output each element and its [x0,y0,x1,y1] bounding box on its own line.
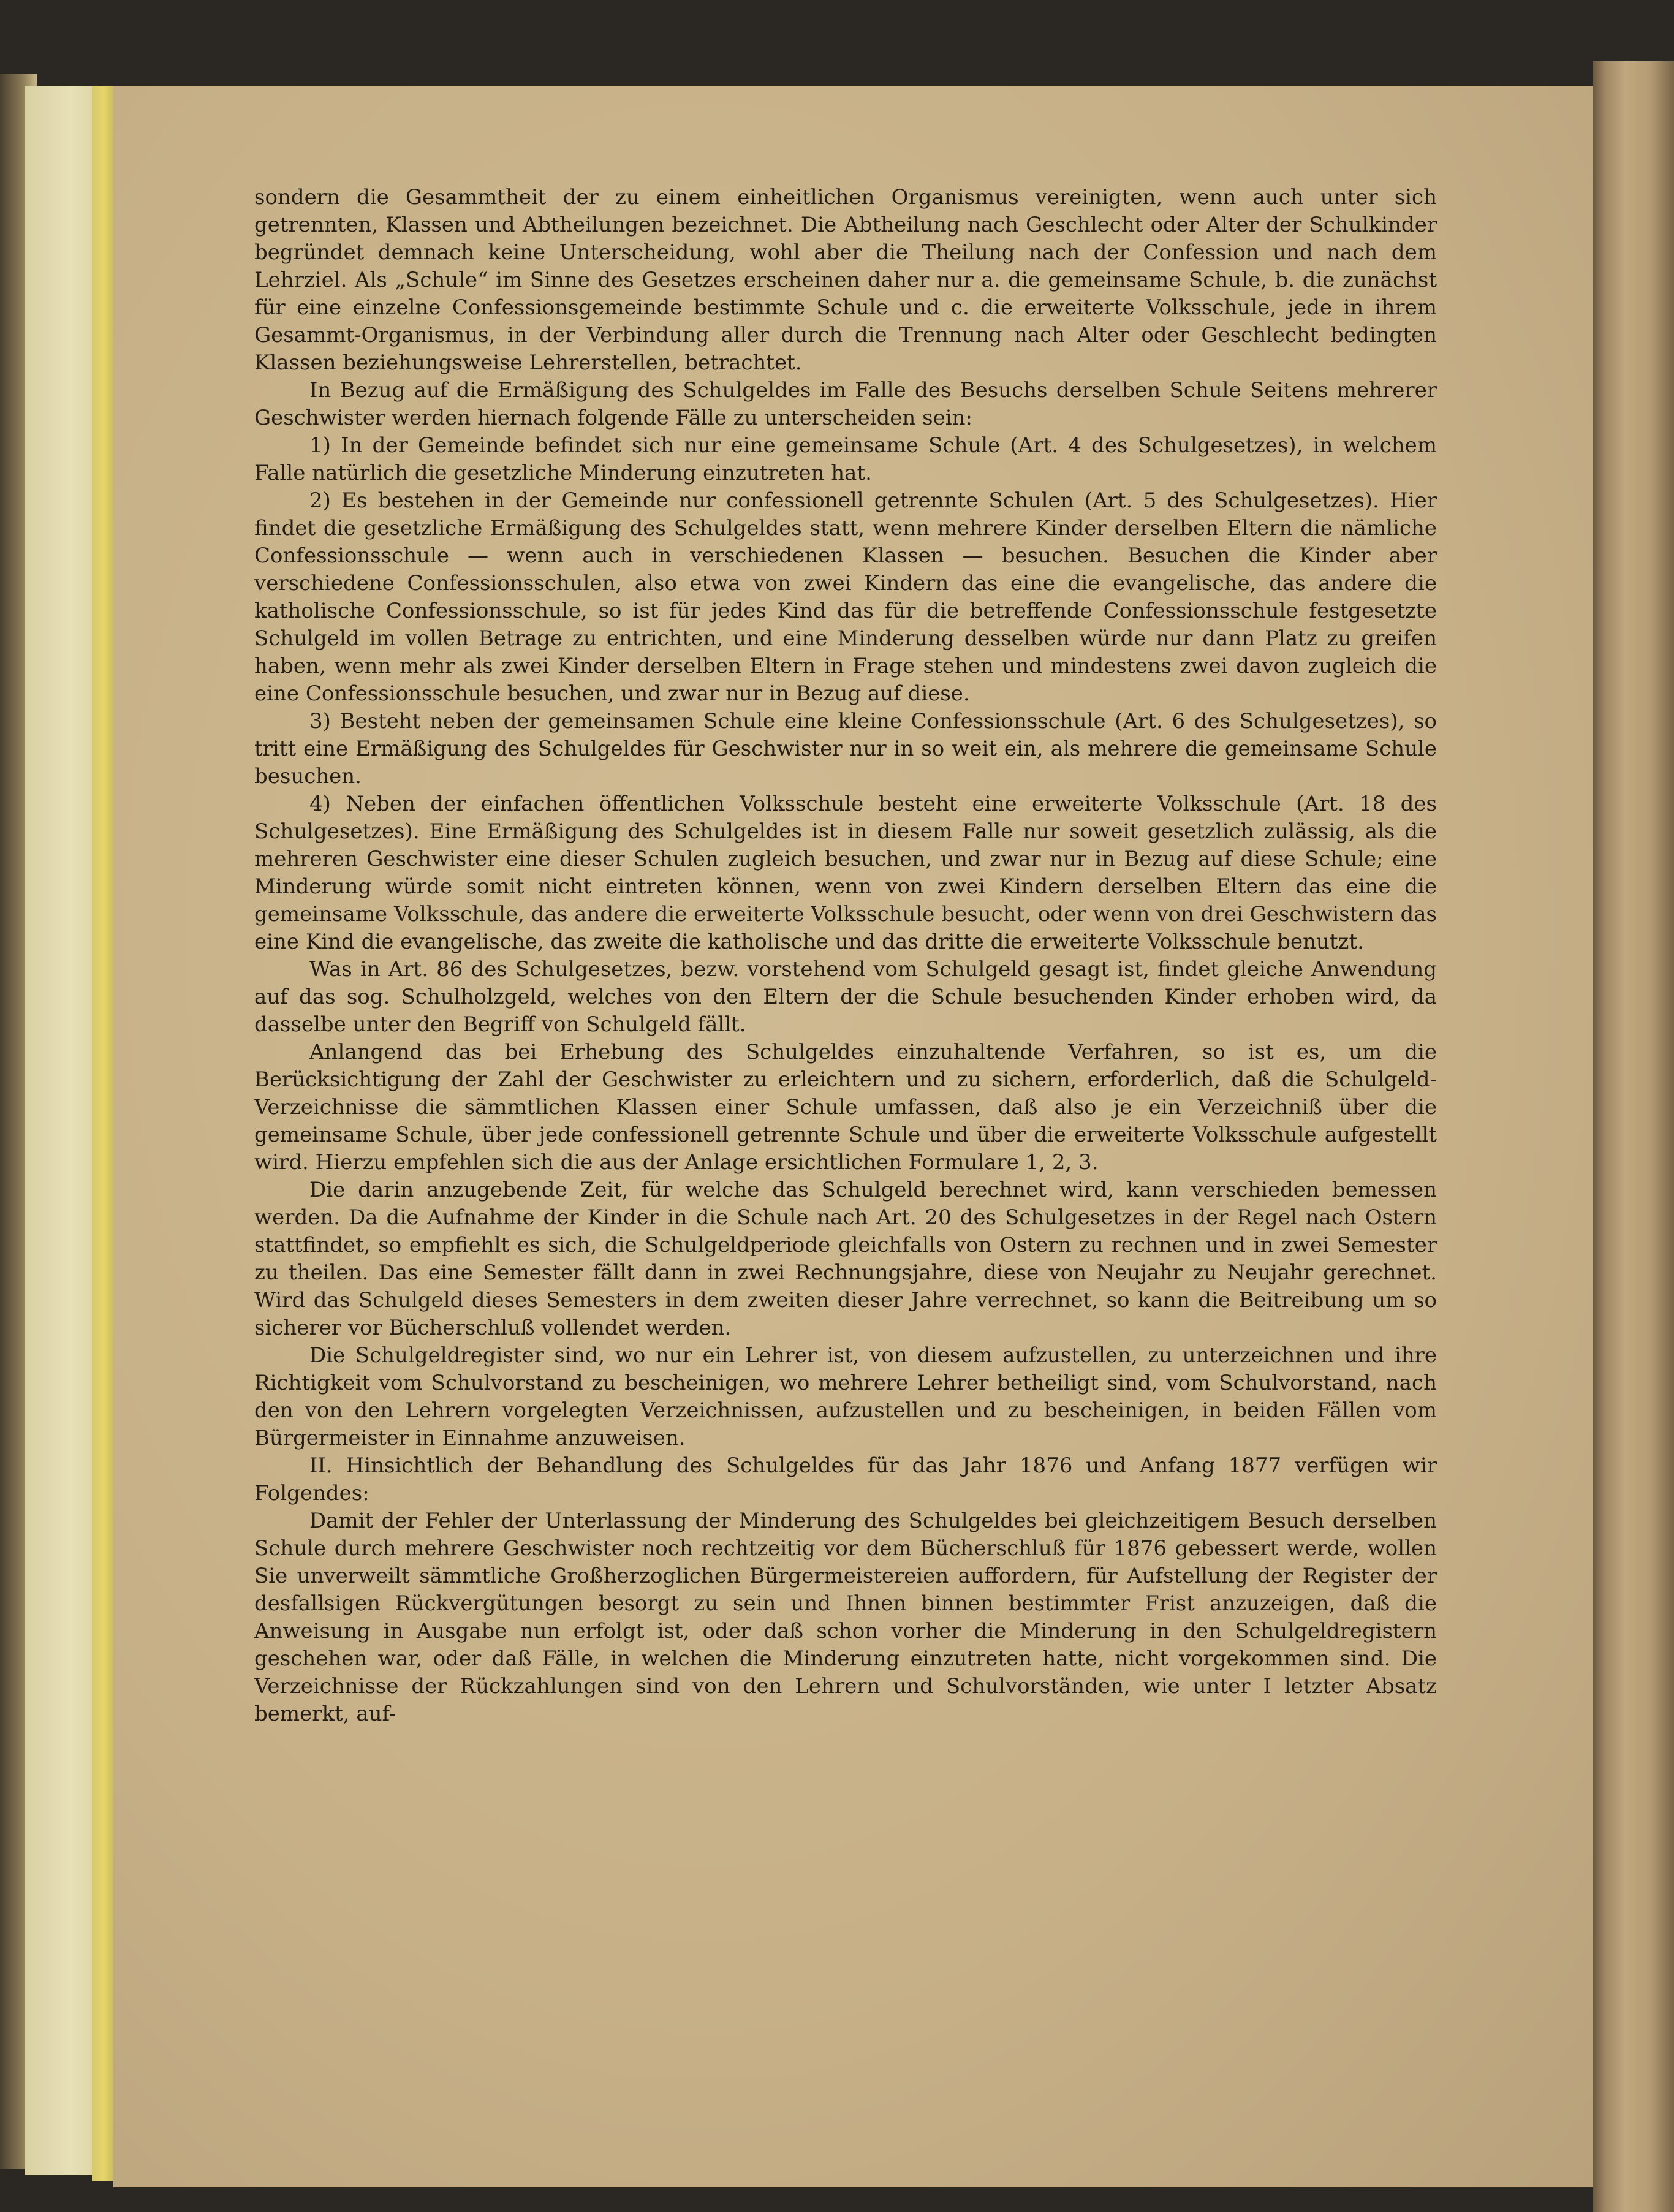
paragraph: 2) Es bestehen in der Gemeinde nur confessionell getrennte Schulen (Art. 5 des Schulgesetzes). Hier findet die gesetzliche Ermäßigung des Schulgeldes statt, wenn mehrere Kinder derselben Eltern die nämliche Confessionsschule — wenn auch in verschiedenen Klassen — besuchen. Besuchen die Kinder aber verschiedene Confessionsschulen, also etwa von zwei Kindern das eine die evangelische, das andere die katholische Confessionsschule, so ist für jedes Kind das für die betreffende Confessionsschule festgesetzte Schulgeld im vollen Betrage zu entrichten, und eine Minderung desselben würde nur dann Platz zu greifen haben, wenn mehr als zwei Kinder derselben Eltern in Frage stehen und mindestens zwei davon zugleich die eine Confessionsschule besuchen, und zwar nur in Bezug auf diese. [254,488,1437,706]
paragraph: 1) In der Gemeinde befindet sich nur eine gemeinsame Schule (Art. 4 des Schulgesetzes), in welchem Falle natürlich die gesetzliche Minderung einzutreten hat. [254,433,1437,485]
paragraph: Was in Art. 86 des Schulgesetzes, bezw. vorstehend vom Schulgeld gesagt ist, findet gleiche Anwendung auf das sog. Schulholzgeld, welches von den Eltern der die Schule besuchenden Kinder erhoben wird, da dasselbe unter den Begriff von Schulgeld fällt. [254,957,1437,1037]
paragraph: In Bezug auf die Ermäßigung des Schulgeldes im Falle des Besuchs derselben Schule Seitens mehrerer Geschwister werden hiernach folgende Fälle zu unterscheiden sein: [254,378,1437,430]
page-edge-right [1593,61,1674,2212]
paragraph: Damit der Fehler der Unterlassung der Minderung des Schulgeldes bei gleichzeitigem Besuch derselben Schule durch mehrere Geschwister noch rechtzeitig vor dem Bücherschluß für 1876 gebessert werde, wollen Sie unverweilt sämmtliche Großherzoglichen Bürgermeistereien auffordern, für Aufstellung der Register der desfallsigen Rückvergütungen besorgt zu sein und Ihnen binnen bestimmter Frist anzuzeigen, daß die Anweisung in Ausgabe nun erfolgt ist, oder daß schon vorher die Minderung in den Schulgeldregistern geschehen war, oder daß Fälle, in welchen die Minderung einzutreten hatte, nicht vorgekommen sind. Die Verzeichnisse der Rückzahlungen sind von den Lehrern und Schulvorständen, wie unter I letzter Absatz bemerkt, auf- [254,1509,1437,1726]
paragraph: 4) Neben der einfachen öffentlichen Volksschule besteht eine erweiterte Volksschule (Art. 18 des Schulgesetzes). Eine Ermäßigung des Schulgeldes ist in diesem Falle nur soweit gesetzlich zulässig, als die mehreren Geschwister eine dieser Schulen zugleich besuchen, und zwar nur in Bezug auf diese Schule; eine Minderung würde somit nicht eintreten können, wenn von zwei Kindern derselben Eltern das eine die gemeinsame Volksschule, das andere die erweiterte Volksschule besucht, oder wenn von drei Geschwistern das eine Kind die evangelische, das zweite die katholische und das dritte die erweiterte Volksschule benutzt. [254,792,1437,954]
paragraph: II. Hinsichtlich der Behandlung des Schulgeldes für das Jahr 1876 und Anfang 1877 verfügen wir Folgendes: [254,1453,1437,1506]
paragraph: Anlangend das bei Erhebung des Schulgeldes einzuhaltende Verfahren, so ist es, um die Berücksichtigung der Zahl der Geschwister zu erleichtern und zu sichern, erforderlich, daß die Schulgeld-Verzeichnisse die sämmtlichen Klassen einer Schule umfassen, daß also je ein Verzeichniß über die gemeinsame Schule, über jede confessionell getrennte Schule und über die erweiterte Volksschule aufgestellt wird. Hierzu empfehlen sich die aus der Anlage ersichtlichen Formulare 1, 2, 3. [254,1040,1437,1175]
paragraph: Die darin anzugebende Zeit, für welche das Schulgeld berechnet wird, kann verschieden bemessen werden. Da die Aufnahme der Kinder in die Schule nach Art. 20 des Schulgesetzes in der Regel nach Ostern stattfindet, so empfiehlt es sich, die Schulgeldperiode gleichfalls von Ostern zu rechnen und in zwei Semester zu theilen. Das eine Semester fällt dann in zwei Rechnungsjahre, diese von Neujahr zu Neujahr gerechnet. Wird das Schulgeld dieses Semesters in dem zweiten dieser Jahre verrechnet, so kann die Beitreibung um so sicherer vor Bücherschluß vollendet werden. [254,1178,1437,1340]
paragraph: sondern die Gesammtheit der zu einem einheitlichen Organismus vereinigten, wenn auch unter sich getrennten, Klassen und Abtheilungen bezeichnet. Die Abtheilung nach Geschlecht oder Alter der Schulkinder begründet demnach keine Unterscheidung, wohl aber die Theilung nach der Confession und nach dem Lehrziel. Als „Schule“ im Sinne des Gesetzes erscheinen daher nur a. die gemeinsame Schule, b. die zunächst für eine einzelne Confessionsgemeinde bestimmte Schule und c. die erweiterte Volksschule, jede in ihrem Gesammt-Organismus, in der Verbindung aller durch die Trennung nach Alter oder Geschlecht bedingten Klassen beziehungsweise Lehrerstellen, betrachtet. [254,185,1437,375]
paragraph: Die Schulgeldregister sind, wo nur ein Lehrer ist, von diesem aufzustellen, zu unterzeichnen und ihre Richtigkeit vom Schulvorstand zu bescheinigen, wo mehrere Lehrer betheiligt sind, vom Schulvorstand, nach den von den Lehrern vorgelegten Verzeichnissen, aufzustellen und zu bescheinigen, in beiden Fällen vom Bürgermeister in Einnahme anzuweisen. [254,1343,1437,1450]
binding-edge [92,86,115,2181]
document-body [254,184,1437,1728]
paragraph: 3) Besteht neben der gemeinsamen Schule eine kleine Confessionsschule (Art. 6 des Schulgesetzes), so tritt eine Ermäßigung des Schulgeldes für Geschwister nur in so weit ein, als mehrere die gemeinsame Schule besuchen. [254,709,1437,789]
